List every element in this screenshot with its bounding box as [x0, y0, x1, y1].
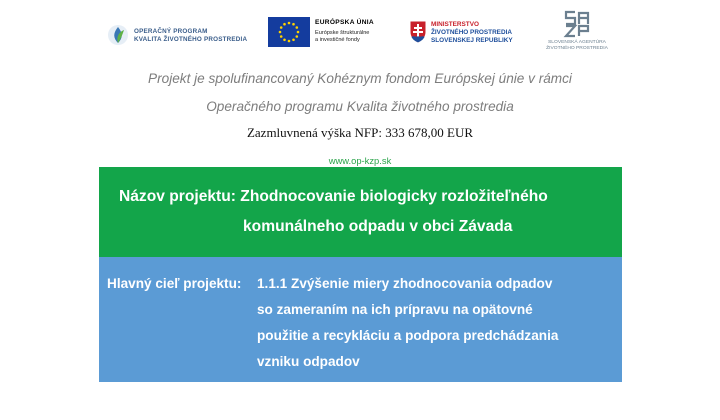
ministry-logo [409, 20, 529, 50]
eu-logo-title: EURÓPSKA ÚNIA [315, 19, 374, 26]
ministry-line1: MINISTERSTVO [431, 21, 479, 28]
op-kzp-line2: KVALITA ŽIVOTNÉHO PROSTREDIA [134, 35, 248, 43]
website-link[interactable]: www.op-kzp.sk [328, 155, 392, 166]
op-kzp-line1: OPERAČNÝ PROGRAM [134, 28, 208, 35]
project-name-line1: Názov projektu: Zhodnocovanie biologicky rozložiteľného [119, 188, 548, 205]
slovak-coat-of-arms-icon [409, 20, 427, 44]
ministry-logo-text [431, 21, 513, 45]
cofinancing-line2: Operačného programu Kvalita životného prostredia [206, 99, 514, 114]
sazp-line2: ŽIVOTNÉHO PROSTREDIA [546, 46, 608, 52]
project-goal-label: Hlavný cieľ projektu: [107, 276, 242, 291]
project-goal-line: 1.1.1 Zvýšenie miery zhodnocovania odpadov [257, 276, 553, 291]
sazp-logo-text [541, 40, 613, 52]
eu-logo-line1: Európske štrukturálne [315, 30, 370, 36]
contracted-amount: Zazmluvnená výška NFP: 333 678,00 EUR [246, 125, 474, 140]
project-goal-box [99, 257, 622, 382]
ministry-line3: SLOVENSKEJ REPUBLIKY [431, 37, 513, 44]
project-goal-line: vzniku odpadov [257, 354, 360, 369]
op-kzp-logo-text [134, 28, 247, 43]
eu-logo [268, 17, 388, 51]
eu-flag-icon [268, 17, 310, 47]
eu-logo-line2: a investičné fondy [315, 37, 360, 44]
sazp-mark-icon [563, 10, 591, 38]
ministry-line2: ŽIVOTNÉHO PROSTREDIA [431, 29, 512, 36]
project-name-box [99, 167, 622, 257]
sazp-line1: SLOVENSKÁ AGENTÚRA [548, 40, 606, 45]
project-goal-line: so zameraním na ich prípravu na opätovné [257, 302, 533, 317]
project-goal-line: použitie a recykláciu a podpora predchádzania [257, 328, 559, 343]
cofinancing-line1: Projekt je spolufinancovaný Kohéznym fondom Európskej únie v rámci [148, 71, 572, 86]
op-kzp-logo [107, 24, 247, 46]
project-name-line2: komunálneho odpadu v obci Závada [243, 218, 513, 235]
eu-logo-subtitle [315, 30, 369, 45]
sazp-logo [541, 10, 613, 58]
leaf-drop-icon [107, 24, 129, 46]
logo-row [0, 0, 720, 62]
